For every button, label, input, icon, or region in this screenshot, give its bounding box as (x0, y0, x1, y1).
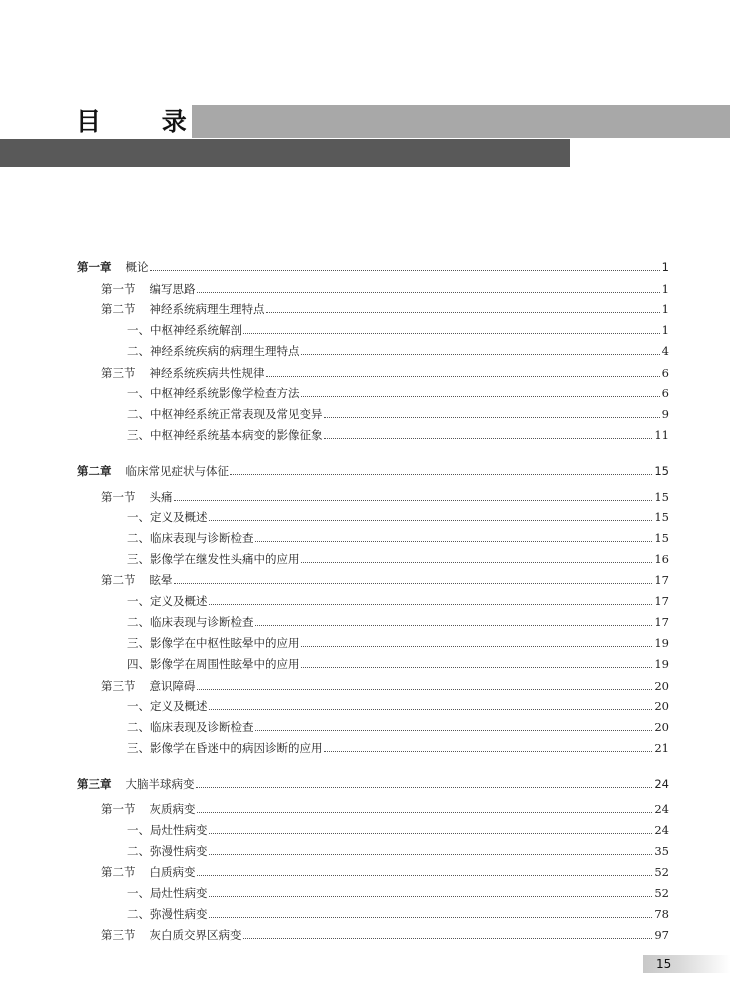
toc-page-number: 24 (654, 777, 669, 791)
toc-leader-dots (209, 709, 653, 710)
toc-leader-dots (150, 270, 660, 271)
toc-title: 四、影像学在周围性眩晕中的应用 (127, 657, 300, 671)
toc-title: 编写思路 (149, 282, 196, 296)
toc-leader-dots (209, 854, 653, 855)
toc-title: 二、弥漫性病变 (127, 907, 208, 921)
toc-page-number: 21 (654, 741, 669, 755)
toc-title: 神经系统病理生理特点 (149, 302, 265, 316)
toc-item[interactable] (0, 820, 669, 838)
toc-item[interactable] (0, 341, 669, 359)
toc-page-number: 1 (661, 323, 669, 337)
toc-page-number: 24 (654, 802, 669, 816)
toc-item[interactable] (0, 507, 669, 525)
toc-page-number: 1 (661, 282, 669, 296)
toc-leader-dots (301, 396, 660, 397)
toc-leader-dots (324, 438, 653, 439)
toc-page-number: 19 (654, 636, 669, 650)
toc-title: 概论 (125, 260, 149, 274)
toc-item[interactable] (0, 549, 669, 567)
toc-page-number: 97 (654, 928, 669, 942)
toc-leader-dots (230, 474, 652, 475)
toc-title: 二、中枢神经系统正常表现及常见变异 (127, 407, 323, 421)
toc-leader-dots (255, 625, 653, 626)
toc-leader-dots (243, 333, 660, 334)
toc-title: 临床常见症状与体征 (125, 464, 229, 478)
toc-leader-dots (255, 541, 653, 542)
toc-page-number: 6 (661, 366, 669, 380)
toc-item[interactable] (0, 425, 669, 443)
toc-leader-dots (324, 751, 653, 752)
toc-leader-dots (174, 583, 653, 584)
toc-page-number: 20 (654, 699, 669, 713)
toc-page-number: 11 (654, 428, 669, 442)
toc-chapter[interactable] (0, 257, 669, 275)
toc-leader-dots (266, 376, 660, 377)
toc-page-number: 4 (661, 344, 669, 358)
toc-item[interactable] (0, 904, 669, 922)
toc-item[interactable] (0, 612, 669, 630)
page-title: 目 录 (76, 107, 213, 136)
toc-page-number: 17 (654, 615, 669, 629)
toc-page-number: 17 (654, 573, 669, 587)
toc-item[interactable] (0, 404, 669, 422)
toc-leader-dots (197, 812, 653, 813)
toc-number: 第二节 (101, 302, 136, 316)
toc-title: 灰白质交界区病变 (149, 928, 242, 942)
toc-title: 白质病变 (149, 865, 196, 879)
toc-item[interactable] (0, 528, 669, 546)
toc-leader-dots (209, 520, 653, 521)
toc-title: 三、影像学在继发性头痛中的应用 (127, 552, 300, 566)
toc-title: 意识障碍 (149, 679, 196, 693)
toc-chapter[interactable] (0, 461, 669, 479)
toc-title: 大脑半球病变 (125, 777, 195, 791)
toc-section[interactable] (0, 676, 669, 694)
toc-item[interactable] (0, 841, 669, 859)
toc-number: 第一节 (101, 490, 136, 504)
toc-title: 二、弥漫性病变 (127, 844, 208, 858)
toc-section[interactable] (0, 925, 669, 943)
toc-section[interactable] (0, 279, 669, 297)
toc-leader-dots (209, 604, 653, 605)
toc-title: 一、中枢神经系统解剖 (127, 323, 242, 337)
toc-section[interactable] (0, 363, 669, 381)
toc-title: 三、影像学在昏迷中的病因诊断的应用 (127, 741, 323, 755)
toc-title: 一、定义及概述 (127, 510, 208, 524)
toc-page-number: 24 (654, 823, 669, 837)
toc-page-number: 15 (654, 510, 669, 524)
toc-title: 三、中枢神经系统基本病变的影像征象 (127, 428, 323, 442)
toc-page-number: 9 (661, 407, 669, 421)
toc-title: 二、临床表现及诊断检查 (127, 720, 254, 734)
toc-title: 神经系统疾病共性规律 (149, 366, 265, 380)
toc-item[interactable] (0, 383, 669, 401)
toc-section[interactable] (0, 299, 669, 317)
toc-leader-dots (266, 312, 660, 313)
toc-title: 二、临床表现与诊断检查 (127, 531, 254, 545)
toc-number: 第二节 (101, 573, 136, 587)
toc-leader-dots (301, 667, 653, 668)
toc-title: 二、神经系统疾病的病理生理特点 (127, 344, 300, 358)
toc-section[interactable] (0, 487, 669, 505)
toc-item[interactable] (0, 633, 669, 651)
toc-title: 一、定义及概述 (127, 594, 208, 608)
toc-title: 一、定义及概述 (127, 699, 208, 713)
toc-title: 眩晕 (149, 573, 173, 587)
toc-leader-dots (255, 730, 653, 731)
toc-page-number: 16 (654, 552, 669, 566)
toc-section[interactable] (0, 862, 669, 880)
toc-page-number: 6 (661, 386, 669, 400)
toc-leader-dots (209, 833, 653, 834)
toc-number: 第三节 (101, 928, 136, 942)
toc-title: 一、局灶性病变 (127, 823, 208, 837)
toc-leader-dots (196, 787, 653, 788)
toc-page-number: 78 (654, 907, 669, 921)
toc-number: 第一节 (101, 802, 136, 816)
toc-page-number: 1 (661, 302, 669, 316)
toc-leader-dots (324, 417, 660, 418)
toc-page-number: 20 (654, 679, 669, 693)
toc-leader-dots (243, 938, 653, 939)
toc-number: 第三章 (77, 777, 112, 791)
toc-page-number: 52 (654, 865, 669, 879)
toc-page-number: 1 (661, 260, 669, 274)
toc-leader-dots (209, 917, 653, 918)
toc-page-number: 15 (654, 464, 669, 478)
toc-leader-dots (197, 292, 660, 293)
toc-leader-dots (301, 354, 660, 355)
toc-page-number: 20 (654, 720, 669, 734)
toc-title: 三、影像学在中枢性眩晕中的应用 (127, 636, 300, 650)
toc-item[interactable] (0, 696, 669, 714)
toc-item[interactable] (0, 320, 669, 338)
toc-title: 灰质病变 (149, 802, 196, 816)
toc-page-number: 15 (654, 490, 669, 504)
page-number: 15 (656, 957, 672, 971)
toc-page-number: 19 (654, 657, 669, 671)
toc-title: 二、临床表现与诊断检查 (127, 615, 254, 629)
toc-chapter[interactable] (0, 774, 669, 792)
toc-title: 头痛 (149, 490, 173, 504)
toc-number: 第一节 (101, 282, 136, 296)
toc-leader-dots (197, 689, 653, 690)
toc-item[interactable] (0, 717, 669, 735)
toc-section[interactable] (0, 570, 669, 588)
toc-page-number: 15 (654, 531, 669, 545)
toc-number: 第三节 (101, 679, 136, 693)
toc-number: 第二章 (77, 464, 112, 478)
toc-number: 第二节 (101, 865, 136, 879)
toc-title: 一、局灶性病变 (127, 886, 208, 900)
toc-number: 第一章 (77, 260, 112, 274)
toc-title: 一、中枢神经系统影像学检查方法 (127, 386, 300, 400)
toc-number: 第三节 (101, 366, 136, 380)
toc-leader-dots (301, 562, 653, 563)
toc-page-number: 52 (654, 886, 669, 900)
toc-item[interactable] (0, 654, 669, 672)
toc-leader-dots (301, 646, 653, 647)
toc-page-number: 35 (654, 844, 669, 858)
toc-item[interactable] (0, 738, 669, 756)
toc-item[interactable] (0, 591, 669, 609)
toc-leader-dots (197, 875, 653, 876)
toc-leader-dots (209, 896, 653, 897)
toc-item[interactable] (0, 883, 669, 901)
toc-section[interactable] (0, 799, 669, 817)
toc-leader-dots (174, 500, 653, 501)
toc-page-number: 17 (654, 594, 669, 608)
